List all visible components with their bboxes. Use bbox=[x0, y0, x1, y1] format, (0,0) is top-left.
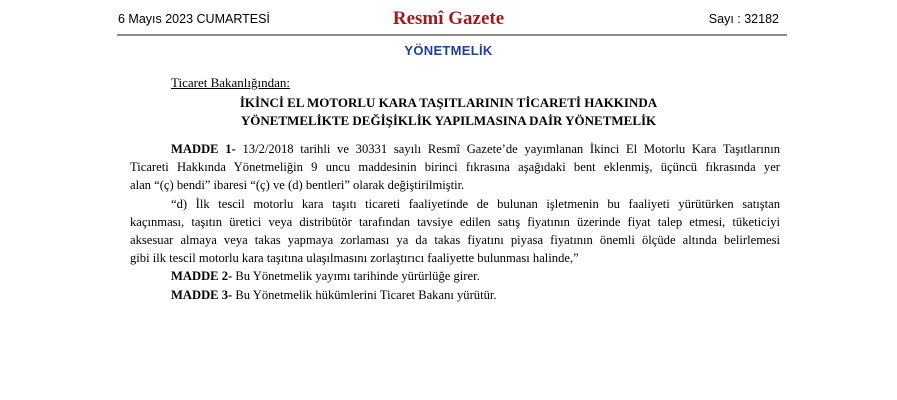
quoted-clause-line-1: “d) İlk tescil motorlu kara taşıtı ticareti faaliyetinde de bulunan işletmenin bu faaliyeti yürütürken satıştan bbox=[171, 196, 780, 211]
regulation-body bbox=[130, 140, 780, 304]
article-3-text: Bu Yönetmelik hükümlerini Ticaret Bakanı yürütür. bbox=[232, 287, 497, 302]
issue-number: Sayı : 32182 bbox=[708, 12, 779, 26]
regulation-title bbox=[0, 94, 897, 130]
article-2-text: Bu Yönetmelik yayımı tarihinde yürürlüğe girer. bbox=[232, 269, 480, 284]
article-3 bbox=[130, 286, 780, 304]
gazette-title: Resmî Gazete bbox=[392, 8, 505, 29]
regulation-title-line-1: İKİNCİ EL MOTORLU KARA TAŞITLARININ TİCARETİ HAKKINDA bbox=[239, 95, 658, 110]
article-1-line-1 bbox=[130, 140, 780, 158]
regulation-title-line-2: YÖNETMELİKTE DEĞİŞİKLİK YAPILMASINA DAİR YÖNETMELİK bbox=[240, 113, 657, 128]
article-1-line-2: Ticareti Hakkında Yönetmeliğin 9 uncu maddesinin birinci fıkrasına aşağıdaki bent eklenmiş, üçüncü fıkrasında yer bbox=[130, 160, 780, 175]
quoted-clause-line-4: gibi ilk tescil motorlu kara taşıtına ulaşılmasını zorlaştırıcı faaliyette bulunması halinde,” bbox=[130, 251, 579, 266]
article-3-label: MADDE 3- bbox=[171, 287, 233, 302]
article-1-line-3: alan “(ç) bendi” ibaresi “(ç) ve (d) bentleri” olarak değiştirilmiştir. bbox=[130, 178, 465, 193]
article-2-label: MADDE 2- bbox=[171, 269, 233, 284]
quoted-clause-line-3: aksesuar almaya veya takas yapmaya zorlaması ya da takas fiyatını piyasa fiyatının önemli ölçüde altında belirlemesi bbox=[130, 232, 780, 247]
section-heading: YÖNETMELİK bbox=[404, 43, 493, 58]
article-1-label: MADDE 1- bbox=[171, 142, 236, 156]
quoted-clause-line-2: kaçınması, taşıtın üretici veya distribütör tarafından tavsiye edilen satış fiyatının üzerinde fiyat talep etmesi, tüketiciyi bbox=[130, 214, 780, 229]
article-2 bbox=[130, 267, 780, 285]
article-1-text-1: 13/2/2018 tarihli ve 30331 sayılı Resmî Gazete’de yayımlanan İkinci El Motorlu Kara Taşıtlarının bbox=[235, 142, 780, 156]
header-divider bbox=[117, 34, 787, 36]
gazette-header bbox=[0, 0, 897, 36]
issuing-ministry: Ticaret Bakanlığından: bbox=[171, 75, 291, 90]
publication-date: 6 Mayıs 2023 CUMARTESİ bbox=[118, 12, 270, 26]
